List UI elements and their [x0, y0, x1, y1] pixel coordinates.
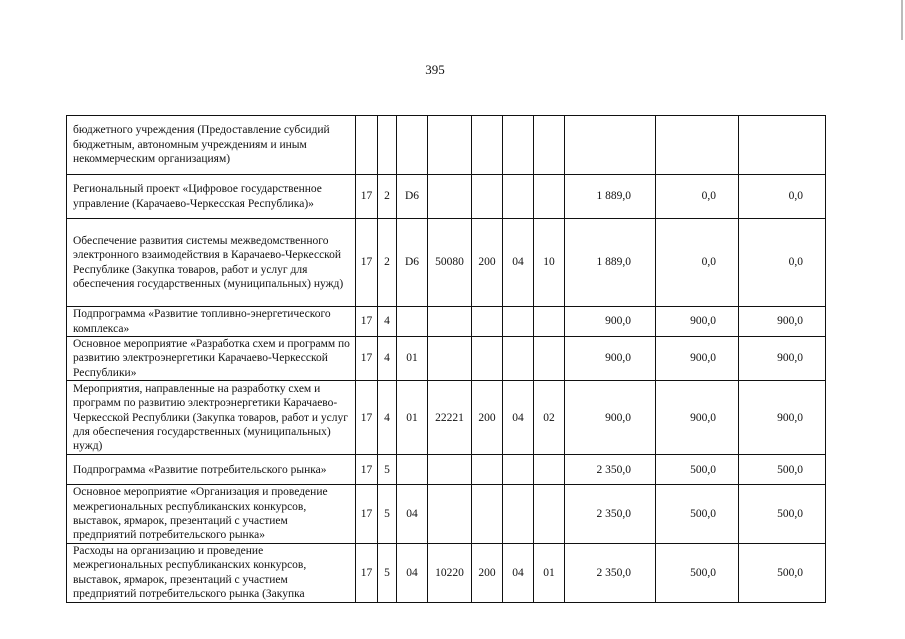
expense-direction-cell: 22221 — [428, 381, 472, 455]
subsection-cell: 01 — [534, 543, 565, 602]
row-name-cell: Расходы на организацию и проведение межрегиональных республиканских конкурсов, выставок, ярмарок, презентаций с участием предприятий потребительского рынка (Закупка — [67, 543, 356, 602]
section-cell — [503, 116, 534, 175]
amount-year-1-cell: 2 350,0 — [565, 485, 656, 544]
table-row — [67, 337, 826, 381]
amount-year-1-cell: 900,0 — [565, 381, 656, 455]
expense-direction-cell — [428, 337, 472, 381]
amount-year-1-cell: 1 889,0 — [565, 219, 656, 307]
subprogram-code-cell: 2 — [378, 219, 397, 307]
expense-type-cell — [472, 337, 503, 381]
amount-year-3-cell: 500,0 — [739, 485, 826, 544]
subsection-cell — [534, 116, 565, 175]
section-cell: 04 — [503, 381, 534, 455]
amount-year-3-cell: 500,0 — [739, 455, 826, 485]
main-activity-code-cell: D6 — [397, 219, 428, 307]
main-activity-code-cell: 04 — [397, 485, 428, 544]
section-cell — [503, 455, 534, 485]
subsection-cell: 10 — [534, 219, 565, 307]
main-activity-code-cell: 01 — [397, 337, 428, 381]
main-activity-code-cell — [397, 116, 428, 175]
section-cell — [503, 485, 534, 544]
amount-year-3-cell: 900,0 — [739, 337, 826, 381]
subsection-cell — [534, 337, 565, 381]
row-name-cell: бюджетного учреждения (Предоставление субсидий бюджетным, автономным учреждениям и иным некоммерческим организациям) — [67, 116, 356, 175]
page-number: 395 — [425, 62, 445, 77]
program-code-cell: 17 — [356, 175, 378, 219]
subprogram-code-cell: 4 — [378, 381, 397, 455]
expense-type-cell — [472, 455, 503, 485]
expense-type-cell: 200 — [472, 543, 503, 602]
subprogram-code-cell: 5 — [378, 485, 397, 544]
program-code-cell — [356, 116, 378, 175]
section-cell: 04 — [503, 543, 534, 602]
expense-type-cell: 200 — [472, 381, 503, 455]
program-code-cell: 17 — [356, 543, 378, 602]
row-name-cell: Основное мероприятие «Организация и проведение межрегиональных республиканских конкурсов, выставок, ярмарок, презентаций с участием предприятий потребительского рынка» — [67, 485, 356, 544]
amount-year-2-cell: 500,0 — [656, 485, 739, 544]
amount-year-2-cell: 500,0 — [656, 455, 739, 485]
expense-direction-cell — [428, 116, 472, 175]
expense-type-cell: 200 — [472, 219, 503, 307]
amount-year-1-cell: 1 889,0 — [565, 175, 656, 219]
amount-year-1-cell: 900,0 — [565, 337, 656, 381]
amount-year-2-cell: 500,0 — [656, 543, 739, 602]
amount-year-3-cell: 500,0 — [739, 543, 826, 602]
row-name-cell: Региональный проект «Цифровое государственное управление (Карачаево-Черкесская Республика)» — [67, 175, 356, 219]
expense-direction-cell: 50080 — [428, 219, 472, 307]
table-row — [67, 307, 826, 337]
row-name-cell: Мероприятия, направленные на разработку схем и программ по развитию электроэнергетики Карачаево-Черкесской Республики (Закупка товаров, работ и услуг для обеспечения государственных (муниципальных) нужд) — [67, 381, 356, 455]
table-row — [67, 381, 826, 455]
amount-year-3-cell — [739, 116, 826, 175]
main-activity-code-cell: 04 — [397, 543, 428, 602]
section-cell: 04 — [503, 219, 534, 307]
subsection-cell: 02 — [534, 381, 565, 455]
expense-type-cell — [472, 175, 503, 219]
amount-year-2-cell — [656, 116, 739, 175]
expense-type-cell — [472, 485, 503, 544]
amount-year-3-cell: 0,0 — [739, 219, 826, 307]
expense-type-cell — [472, 116, 503, 175]
expense-direction-cell — [428, 455, 472, 485]
main-activity-code-cell — [397, 455, 428, 485]
subprogram-code-cell: 5 — [378, 543, 397, 602]
main-activity-code-cell: D6 — [397, 175, 428, 219]
amount-year-2-cell: 0,0 — [656, 219, 739, 307]
program-code-cell: 17 — [356, 455, 378, 485]
program-code-cell: 17 — [356, 381, 378, 455]
amount-year-1-cell: 2 350,0 — [565, 543, 656, 602]
amount-year-1-cell: 900,0 — [565, 307, 656, 337]
subprogram-code-cell: 2 — [378, 175, 397, 219]
expense-direction-cell — [428, 485, 472, 544]
amount-year-3-cell: 900,0 — [739, 381, 826, 455]
amount-year-2-cell: 900,0 — [656, 381, 739, 455]
program-code-cell: 17 — [356, 337, 378, 381]
expense-direction-cell: 10220 — [428, 543, 472, 602]
section-cell — [503, 175, 534, 219]
program-code-cell: 17 — [356, 485, 378, 544]
table-row — [67, 455, 826, 485]
subprogram-code-cell — [378, 116, 397, 175]
main-activity-code-cell — [397, 307, 428, 337]
row-name-cell: Подпрограмма «Развитие потребительского рынка» — [67, 455, 356, 485]
scan-edge-mark — [901, 0, 903, 40]
program-code-cell: 17 — [356, 307, 378, 337]
main-activity-code-cell: 01 — [397, 381, 428, 455]
row-name-cell: Основное мероприятие «Разработка схем и программ по развитию электроэнергетики Карачаево-Черкесской Республики» — [67, 337, 356, 381]
expense-direction-cell — [428, 175, 472, 219]
budget-table — [66, 115, 826, 603]
expense-type-cell — [472, 307, 503, 337]
expense-direction-cell — [428, 307, 472, 337]
program-code-cell: 17 — [356, 219, 378, 307]
amount-year-1-cell — [565, 116, 656, 175]
amount-year-1-cell: 2 350,0 — [565, 455, 656, 485]
section-cell — [503, 337, 534, 381]
amount-year-3-cell: 0,0 — [739, 175, 826, 219]
subsection-cell — [534, 485, 565, 544]
amount-year-2-cell: 0,0 — [656, 175, 739, 219]
table-row — [67, 543, 826, 602]
subsection-cell — [534, 175, 565, 219]
subsection-cell — [534, 307, 565, 337]
table-row — [67, 219, 826, 307]
amount-year-3-cell: 900,0 — [739, 307, 826, 337]
subprogram-code-cell: 4 — [378, 337, 397, 381]
section-cell — [503, 307, 534, 337]
table-row — [67, 175, 826, 219]
subprogram-code-cell: 4 — [378, 307, 397, 337]
subsection-cell — [534, 455, 565, 485]
row-name-cell: Подпрограмма «Развитие топливно-энергетического комплекса» — [67, 307, 356, 337]
table-row — [67, 485, 826, 544]
subprogram-code-cell: 5 — [378, 455, 397, 485]
row-name-cell: Обеспечение развития системы межведомственного электронного взаимодействия в Карачаево-Черкесской Республике (Закупка товаров, работ и услуг для обеспечения государственных (муниципальных) нужд) — [67, 219, 356, 307]
table-row — [67, 116, 826, 175]
amount-year-2-cell: 900,0 — [656, 307, 739, 337]
amount-year-2-cell: 900,0 — [656, 337, 739, 381]
